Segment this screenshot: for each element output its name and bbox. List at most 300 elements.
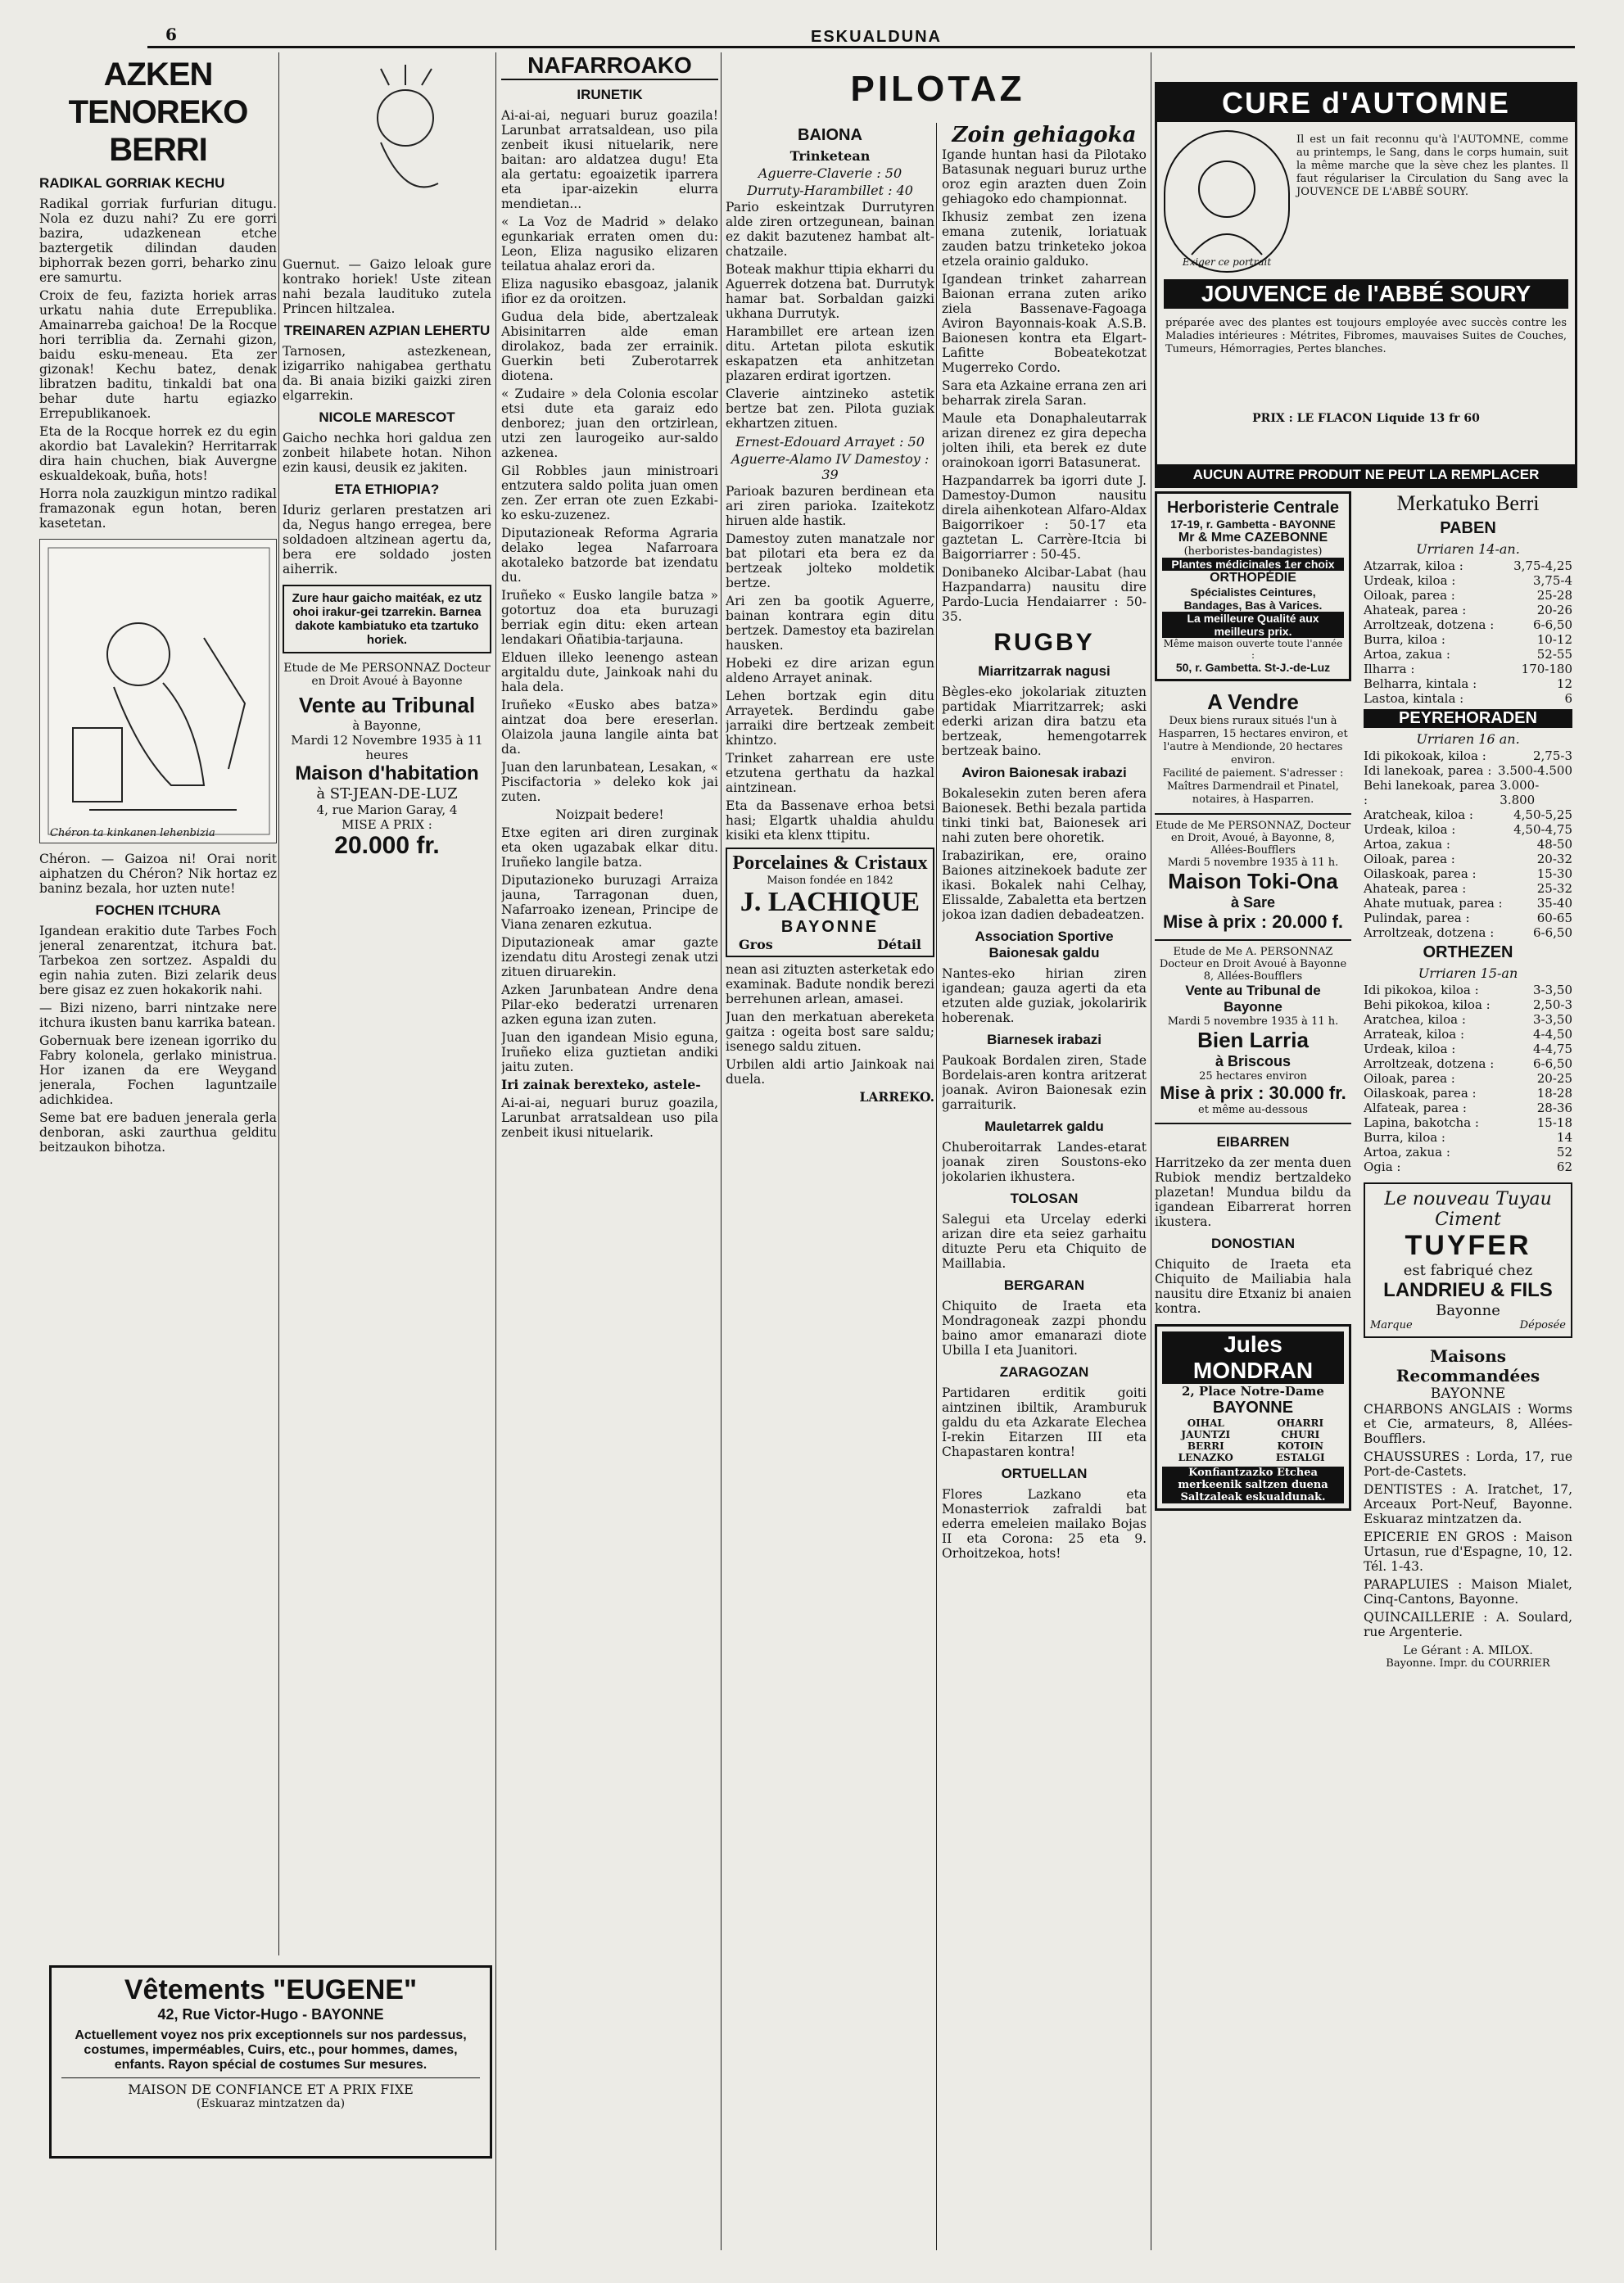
peyre-date: Urriaren 16 an.	[1416, 731, 1520, 747]
maisons-item: PARAPLUIES : Maison Mialet, Cinq-Cantons, Bayonne.	[1364, 1577, 1572, 1607]
price-value: 14	[1556, 1130, 1572, 1145]
price-label: Arrateak, kiloa :	[1364, 1027, 1465, 1042]
score-line: Durruty-Harambillet : 40	[747, 183, 913, 198]
herbo-address: 17-19, r. Gambetta - BAYONNE	[1170, 518, 1336, 531]
markets-title: Merkatuko Berri	[1396, 491, 1540, 515]
price-row	[1364, 1086, 1572, 1101]
column-rule	[278, 52, 279, 1955]
cartoon-caption: Chéron ta kinkanen lehenbizia	[50, 827, 215, 839]
price-row	[1364, 1145, 1572, 1160]
vente-date: Mardi 12 Novembre 1935 à 11 heures	[291, 733, 483, 762]
sare: à Sare	[1230, 894, 1276, 911]
price-row	[1364, 662, 1572, 676]
lachique-name: J. LACHIQUE	[740, 887, 921, 917]
price-value: 2,75-3	[1532, 748, 1572, 763]
article-paragraph: Harambillet ere artean izen ditu. Artetan pilota eskutik eskapatzen eta anhitzetan plazaren erdirat igortzen.	[726, 324, 934, 383]
price-label: Idi lanekoak, parea :	[1364, 763, 1492, 778]
column-nafarroako	[501, 52, 718, 2250]
price-value: 28-36	[1536, 1101, 1572, 1115]
price-row	[1364, 1160, 1572, 1174]
article-paragraph: Hazpandarrek ba igorri dute J. Damestoy-Dumon nausitu direla aihenkotean Alfaro-Aldax Baigorrikoer : 50-17 eta gaztetan L. Carrère-Itcia bi Baigorriarrer : 50-45.	[942, 473, 1147, 562]
article-paragraph: Hobeki ez dire arizan egun aldeno Arrayet aninak.	[726, 656, 934, 685]
vente-place: à Bayonne,	[352, 718, 422, 733]
column-treinaren	[283, 52, 491, 1955]
price-label: Behi lanekoak, parea :	[1364, 778, 1495, 807]
price-value: 4-4,50	[1532, 1027, 1572, 1042]
price-label: Urdeak, kiloa :	[1364, 822, 1456, 837]
paben-date: Urriaren 14-an.	[1416, 541, 1520, 557]
cure-title: CURE d'AUTOMNE	[1157, 84, 1575, 122]
price-label: Artoa, zakua :	[1364, 1145, 1450, 1160]
etude-personnaz: Etude de Me PERSONNAZ Docteur en Droit Avoué à Bayonne	[283, 662, 491, 688]
price-label: Arroltzeak, dotzena :	[1364, 925, 1495, 940]
price-row	[1364, 896, 1572, 911]
tuyau-3: est fabriqué chez	[1403, 1262, 1533, 1279]
column-rule	[495, 52, 496, 2250]
article-paragraph: Horra nola zauzkigun mintzo radikal framazonak egun hotan, beren kasetetan.	[39, 486, 277, 531]
article-paragraph: Eta da Bassenave erhoa betsi hasi; Elgartk uhaldia ahuldu kisiki eta klenx ttipitu.	[726, 798, 934, 843]
price-value: 3.500-4.500	[1498, 763, 1572, 778]
price-row	[1364, 881, 1572, 896]
price-row	[1364, 983, 1572, 997]
ortho-addr2: 50, r. Gambetta. St-J.-de-Luz	[1175, 661, 1331, 674]
price-row	[1364, 1115, 1572, 1130]
right-sub-column-left	[1155, 491, 1351, 1511]
article-paragraph: Chiquito de Iraeta eta Mondragoneak zazpi phondu baino amor emanarazi diote Ubilla I eta Juanitori.	[942, 1299, 1147, 1358]
article-title-nicole: NICOLE MARESCOT	[319, 409, 455, 425]
tuyau-4: LANDRIEU & FILS	[1383, 1279, 1553, 1301]
gros-label: Gros	[739, 937, 773, 952]
price-value: 3-3,50	[1532, 1012, 1572, 1027]
price-label: Artoa, zakua :	[1364, 647, 1450, 662]
hectares: 25 hectares environ	[1199, 1070, 1307, 1083]
vente-date-3: Mardi 5 novembre 1935 à 11 h.	[1167, 1015, 1339, 1028]
price-value: 52-55	[1536, 647, 1572, 662]
maisons-item: DENTISTES : A. Iratchet, 17, Arceaux Port-Neuf, Bayonne. Eskuaraz mintzatzen da.	[1364, 1482, 1572, 1526]
article-paragraph: Gaicho nechka hori galdua zen zonbeit hilabete hotan. Nihon ezin kausi, deusik ez jakiten.	[283, 431, 491, 475]
portrait-illustration	[283, 52, 491, 257]
price-label: Ogia :	[1364, 1160, 1401, 1174]
price-value: 15-30	[1536, 866, 1572, 881]
price-row	[1364, 588, 1572, 603]
article-paragraph: Chuberoitarrak Landes-etarat joanak ziren Soustons-eko jokolarien ikhustera.	[942, 1140, 1147, 1184]
ortuellan-heading: ORTUELLAN	[1001, 1466, 1088, 1481]
price-row	[1364, 866, 1572, 881]
article-title-fochen: FOCHEN ITCHURA	[95, 902, 221, 918]
aviron-heading: Aviron Baionesak irabazi	[961, 765, 1127, 780]
price-value: 15-18	[1536, 1115, 1572, 1130]
price-label: Urdeak, kiloa :	[1364, 1042, 1456, 1056]
eibarren-heading: EIBARREN	[1216, 1134, 1290, 1150]
price-value: 35-40	[1536, 896, 1572, 911]
price-value: 4-4,75	[1532, 1042, 1572, 1056]
column-azken-tenoreko	[39, 52, 277, 2250]
trinketean-heading: Trinketean	[789, 148, 871, 164]
maisons-item: QUINCAILLERIE : A. Soulard, rue Argenterie.	[1364, 1610, 1572, 1639]
exiger-label: Exiger ce portrait	[1182, 256, 1272, 268]
column-rule	[721, 52, 722, 2250]
price-label: Lapina, bakotcha :	[1364, 1115, 1479, 1130]
portrait-icon	[1167, 132, 1287, 268]
price-value: 6-6,50	[1532, 617, 1572, 632]
price-value: 52	[1556, 1145, 1572, 1160]
price-value: 4,50-4,75	[1513, 822, 1572, 837]
price-label: Behi pikokoa, kiloa :	[1364, 997, 1491, 1012]
price-value: 3,75-4	[1532, 573, 1572, 588]
price-value: 3-3,50	[1532, 983, 1572, 997]
article-paragraph: Chiquito de Iraeta eta Chiquito de Mailiabia hala nausitu dire Etxaniz bi anaien kontra.	[1155, 1257, 1351, 1316]
price-label: Ilharra :	[1364, 662, 1415, 676]
abbe-portrait	[1164, 130, 1290, 273]
article-paragraph: Juan den merkatuan abereketa gaitza : ogeita bost sare saldu; isenego saldu zituen.	[726, 1010, 934, 1054]
price-value: 10-12	[1536, 632, 1572, 647]
ad-tuyau-ciment	[1364, 1182, 1572, 1338]
price-row	[1364, 1012, 1572, 1027]
price-value: 6	[1564, 691, 1572, 706]
vente-title-3: Vente au Tribunal de Bayonne	[1185, 983, 1321, 1015]
miarritz-heading: Miarritzarrak nagusi	[978, 663, 1111, 679]
price-value: 60-65	[1536, 911, 1572, 925]
oihal: OIHAL JAUNTZI BERRI LENAZKO	[1178, 1417, 1233, 1463]
price-row	[1364, 911, 1572, 925]
toki-ona: Maison Toki-Ona	[1168, 869, 1338, 893]
article-title-radikal: RADIKAL GORRIAK KECHU	[39, 175, 225, 191]
column-pilotaz-baiona	[726, 123, 934, 2250]
price-label: Belharra, kintala :	[1364, 676, 1477, 691]
article-paragraph: Igandean erakitio dute Tarbes Foch jeneral zenarentzat, itchura bat. Tarbekoa zen sortzez. Aspaldi du egin nahia zuten. Bizi zelarik deus bere gisaz ez zuen hokakorik nahi.	[39, 924, 277, 997]
price-row	[1364, 691, 1572, 706]
article-paragraph: Ikhusiz zembat zen izena emana zutenik, loriatuak zauden batzu trinketeko jokoa etzela orainio galduko.	[942, 210, 1147, 269]
price-label: Pulindak, parea :	[1364, 911, 1470, 925]
ortho-maison: Même maison ouverte toute l'année :	[1163, 638, 1343, 661]
article-paragraph: Flores Lazkano eta Monasterriok zafraldi bat ederra emeleien mailako Bojas II eta Corona: 25 eta 9. Orhoitzekoa, hots!	[942, 1487, 1147, 1561]
article-paragraph: Guernut. — Gaizo leloak gure kontrako horiek! Uste zitean nahi bezala laudituko zutela Princen hiltzalea.	[283, 257, 491, 316]
vendre-title: A Vendre	[1207, 689, 1299, 714]
section-title-azken: AZKEN TENOREKO BERRI	[68, 57, 248, 168]
maison-fondee: Maison fondée en 1842	[767, 875, 893, 887]
au-dessous: et même au-dessous	[1198, 1104, 1308, 1116]
price-row	[1364, 822, 1572, 837]
article-paragraph: Harritzeko da zer menta duen Rubiok mendiz bertzaldeko plazetan! Mundua bildu da igandean Eibarrerat horren ikustera.	[1155, 1155, 1351, 1229]
ortho-spec: Spécialistes Ceintures, Bandages, Bas à Varices.	[1183, 585, 1323, 612]
price-row	[1364, 1027, 1572, 1042]
maison-habitation: Maison d'habitation	[295, 762, 479, 784]
baiona-heading: BAIONA	[798, 126, 862, 144]
article-paragraph: Gil Robbles jaun ministroari entzutera saldo polita juan omen zen. Zer erran ote zuen Ezkabi-ko esku-zuzenez.	[501, 463, 718, 522]
eibarren-article	[1155, 1123, 1351, 1316]
score-line: Aguerre-Alamo IV Damestoy : 39	[731, 451, 930, 482]
column-rule	[936, 123, 937, 2250]
article-paragraph: Tarnosen, astezkenean, izigarriko nahigabea gerthatu da. Bi anaia biziki gaizki ziren elgarrekin.	[283, 344, 491, 403]
ad-herboristerie	[1155, 491, 1351, 681]
aucun-autre: AUCUN AUTRE PRODUIT NE PEUT LA REMPLACER	[1157, 464, 1575, 486]
marque-label: Marque	[1370, 1319, 1413, 1331]
price-row	[1364, 676, 1572, 691]
price-row	[1364, 763, 1572, 778]
mise-a-prix-label: MISE A PRIX :	[342, 817, 432, 832]
article-paragraph: Elduen illeko leenengo astean argitaldu dute, Jainkoak nahi du hala dela.	[501, 650, 718, 694]
porcelaines-title: Porcelaines & Cristaux	[732, 852, 928, 874]
page-number: 6	[165, 25, 177, 44]
article-paragraph: Igandean trinket zaharrean Baionan errana zuten ariko ziela Bassenave-Fagoaga Aviron Bayonnais-koak A.S.B. Baionesen kontra eta Elgart-Lafitte Bobeatekotzat Mugerreko Cordo.	[942, 272, 1147, 375]
article-paragraph: Paukoak Bordalen ziren, Stade Bordelais-aren kontra aritzerat joanak. Aviron Baionesak ezin garraiturik.	[942, 1053, 1147, 1112]
asb-heading: Association Sportive Baionesak galdu	[975, 929, 1114, 961]
maisons-item: CHARBONS ANGLAIS : Worms et Cie, armateurs, 8, Allées-Boufflers.	[1364, 1402, 1572, 1446]
price-value: 62	[1556, 1160, 1572, 1174]
price-row	[1364, 632, 1572, 647]
article-paragraph: Seme bat ere baduen jenerala gerla denboran, aski zaurthua gelditu beitzaukon bihotza.	[39, 1110, 277, 1155]
konfiantza: Konfiantzazko Etchea merkeenik saltzen duena Saltzaleak eskualdunak.	[1162, 1467, 1344, 1503]
cure-text: Il est un fait reconnu qu'à l'AUTOMNE, comme au printemps, le Sang, dans le corps humain, suit la même marche que la sève chez les plantes. Il faut régulariser la Circulation du Sang avec la JOUVENCE DE L'ABBÉ SOURY.	[1296, 133, 1568, 198]
page-header	[33, 25, 1575, 46]
price-row	[1364, 1071, 1572, 1086]
article-paragraph: Croix de feu, fazizta horiek arras urkatu nahia dute Errepublika. Amainarreba gaichoa! De la Rocque hori terriblia da. Zernahi gizon, baidu esku-meneau. Eta zer gizonak! Kechu batez, denak libratzen baditu, tinkaldi bat ona behar dute hartu egiazko Errepublikanoek.	[39, 288, 277, 421]
price-label: Aratchea, kiloa :	[1364, 1012, 1466, 1027]
price-label: Oiloak, parea :	[1364, 588, 1455, 603]
eugene-address: 42, Rue Victor-Hugo - BAYONNE	[157, 2006, 384, 2023]
article-paragraph: « Zudaire » dela Colonia escolar etsi dute eta garaiz edo denborez; juan den ortzirlean, utzi zen laurogeiko aur-saldo azkenea.	[501, 387, 718, 460]
vente-date-2: Mardi 5 novembre 1935 à 11 h.	[1167, 857, 1339, 869]
article-paragraph: Iri zainak berexteko, astele-	[501, 1077, 701, 1092]
jouvence-text: préparée avec des plantes est toujours employée avec succès contre les Maladies intérieures : Métrites, Fibromes, mauvaises Suites de Couches, Tumeurs, Hémorragies, Pertes blanches.	[1165, 317, 1567, 355]
ortho-best: La meilleure Qualité aux meilleurs prix.	[1162, 612, 1344, 638]
article-paragraph: Maule eta Donaphaleutarrak arizan direnez ez gira depecha jolten ihili, eta berek ez dute orainokoan igorri Batasunerat.	[942, 411, 1147, 470]
right-sub-column-right	[1364, 491, 1572, 1670]
article-paragraph: Eta de la Rocque horrek ez du egin akordio bat Lavalekin? Herritarrak dira hain chuchen, biak Auvergne eskualdekoak, buña, hots!	[39, 424, 277, 483]
tolosan-heading: TOLOSAN	[1010, 1191, 1079, 1206]
tuyau-1: Le nouveau Tuyau Ciment	[1384, 1189, 1552, 1230]
price-value: 20-26	[1536, 603, 1572, 617]
section-title-pilotaz: PILOTAZ	[850, 69, 1025, 109]
rugby-heading: RUGBY	[993, 629, 1095, 656]
herbo-names: Mr & Mme CAZEBONNE	[1178, 531, 1328, 545]
herbo-plantes: Plantes médicinales 1er choix	[1162, 558, 1344, 571]
price-label: Lastoa, kintala :	[1364, 691, 1464, 706]
maule-heading: Mauletarrek galdu	[984, 1119, 1104, 1134]
price-label: Ahate mutuak, parea :	[1364, 896, 1503, 911]
price-value: 25-28	[1536, 588, 1572, 603]
article-paragraph: Iruñeko «Eusko abes batza» aintzat doa bere ereserlan. Olaizola jauna langile ainta bat da.	[501, 698, 718, 757]
article-paragraph: Noizpait bedere!	[555, 807, 664, 822]
eugene-text: Actuellement voyez nos prix exceptionnels sur nos pardessus, costumes, imperméables, Cuirs, etc., pour hommes, dames, enfants. Rayon spécial de costumes Sur mesures.	[75, 2028, 467, 2072]
gerant: Le Gérant : A. MILOX.	[1403, 1644, 1533, 1657]
score-line: Ernest-Edouard Arrayet : 50	[735, 434, 925, 450]
paben-price-list	[1364, 558, 1572, 706]
mondran-name: Jules MONDRAN	[1162, 1331, 1344, 1384]
bien-larria: Bien Larria	[1197, 1028, 1309, 1052]
price-row	[1364, 837, 1572, 852]
price-row	[1364, 807, 1572, 822]
mise-a-prix-3: Mise à prix : 30.000 fr.	[1160, 1083, 1346, 1103]
prix-flacon: PRIX : LE FLACON Liquide 13 fr 60	[1252, 412, 1480, 425]
article-paragraph: Igande huntan hasi da Pilotako Batasunak neguari buruz urthe oroz egin arazten duen Zoin gehiagoko edo championnat.	[942, 147, 1147, 206]
jouvence-title: JOUVENCE de l'ABBÉ SOURY	[1164, 279, 1568, 309]
bergaran-heading: BERGARAN	[1003, 1277, 1085, 1293]
etude-personnaz-3: Etude de Me A. PERSONNAZ Docteur en Droit Avoué à Bayonne 8, Allées-Boufflers	[1159, 946, 1347, 983]
article-paragraph: Damestoy zuten manatzale nor bat pilotari eta bera ez da bertzeak jolteko moldetik bertze.	[726, 531, 934, 590]
ad-vetements-eugene	[49, 1965, 492, 2159]
price-value: 3,75-4,25	[1513, 558, 1572, 573]
article-paragraph: Ari zen ba gootik Aguerre, bainan kontrara egin ditu bertzek. Damestoy eta bazirelan hausken.	[726, 594, 934, 653]
eugene-title: Vêtements "EUGENE"	[124, 1974, 418, 2005]
zoin-gehiagoka-title: Zoin gehiagoka	[952, 123, 1137, 147]
article-title-ethiopia: ETA ETHIOPIA?	[334, 481, 440, 497]
article-paragraph: Etxe egiten ari diren zurginak eta oken ugazabak elkar ditu. Iruñeko langile batza.	[501, 825, 718, 870]
biarnes-heading: Biarnesek irabazi	[987, 1032, 1102, 1047]
article-paragraph: Juan den igandean Misio eguna, Iruñeko eliza guztietan andiki jaitu zuten.	[501, 1030, 718, 1074]
article-paragraph: « La Voz de Madrid » delako egunkariak erraten omen du: Leon, Eliza nagusiko elizaren teilatua ahalaz erori da.	[501, 215, 718, 274]
cartoon-illustration	[39, 539, 277, 843]
price-row	[1364, 1101, 1572, 1115]
orthezen-heading: ORTHEZEN	[1423, 943, 1513, 961]
vendre-text: Deux biens ruraux situés l'un à Hasparren, 15 hectares environ, et l'autre à Mendionde, 20 hectares environ.	[1158, 715, 1348, 766]
mondran-address: 2, Place Notre-Dame	[1182, 1384, 1324, 1399]
tuyau-2: TUYFER	[1405, 1230, 1531, 1261]
herbo-title: Herboristerie Centrale	[1166, 499, 1340, 517]
article-paragraph: Iruñeko « Eusko langile batza » gotortuz doa eta buruzagi berriak egin ditu: eken artean lendakari Oñatibia-tarjauna.	[501, 588, 718, 647]
lachique-city: BAYONNE	[780, 918, 880, 936]
masthead: ESKUALDUNA	[811, 28, 942, 46]
article-paragraph: Eliza nagusiko ebasgoaz, jalanik ifior ez da oroitzen.	[501, 277, 718, 306]
article-paragraph: Claverie aintzineko astetik bertze bat zen. Pilota guziak ekhartzen zituen.	[726, 387, 934, 431]
ad-mondran	[1155, 1324, 1351, 1511]
article-paragraph: Bègles-eko jokolariak zituzten partidak Miarritzarrek; aski ederki arizan dira batzu eta bertzeak, hemengotarrek bertzeak baino.	[942, 685, 1147, 758]
price-row	[1364, 617, 1572, 632]
article-paragraph: Boteak makhur ttipia ekharri du Aguerrek dotzena bat. Durrutyk hamar bat. Sorbaldan gaizki ukhana Durrutyk.	[726, 262, 934, 321]
article-paragraph: Radikal gorriak furfurian ditugu. Nola ez duzu nahi? Zu ere gorri bazira, udazkenean etche baztergetik dilindan dauden biphorrak bezen gorri, beharko zinu ere samurtu.	[39, 197, 277, 285]
ad-vente-briscous	[1155, 939, 1351, 1116]
maisons-item: EPICERIE EN GROS : Maison Urtasun, rue d'Espagne, 10, 12. Tél. 1-43.	[1364, 1530, 1572, 1574]
article-paragraph: Gudua dela bide, abertzaleak Abisinitarren alde eman dirolakoz, bada zer errainik. Guerkin beti Zuberotarrek diotena.	[501, 310, 718, 383]
article-paragraph: Juan den larunbatean, Lesakan, « Piscifactoria » deleko kok jai zuten.	[501, 760, 718, 804]
cartoon-drawing	[40, 540, 277, 843]
price-value: 3.000-3.800	[1500, 778, 1540, 807]
price-value: 6-6,50	[1532, 1056, 1572, 1071]
article-paragraph: Parioak bazuren berdinean eta ari ziren parioka. Izaitekotz hiruen alde hastik.	[726, 484, 934, 528]
price-value: 2,50-3	[1532, 997, 1572, 1012]
article-paragraph: Iduriz gerlaren prestatzen ari da, Negus hango erregea, bere soldadoen altzinean agertu da, bera ere soldado josten aiherrik.	[283, 503, 491, 576]
price-row	[1364, 852, 1572, 866]
price-row	[1364, 1056, 1572, 1071]
peyrehoraden-heading: PEYREHORADEN	[1364, 709, 1572, 728]
price-value: 170-180	[1521, 662, 1572, 676]
paben-heading: PABEN	[1440, 519, 1496, 537]
article-paragraph: Lehen bortzak egin ditu Arrayetek. Berdindu gabe jarraiki dire bertzeak zembeit khintzo.	[726, 689, 934, 748]
notice-zure-haur: Zure haur gaicho maitéak, ez utz ohoi irakur-gei tzarrekin. Barnea dakote kambiatuko eta tzartuko horiek.	[283, 585, 491, 653]
price-row	[1364, 778, 1572, 807]
price-value: 48-50	[1536, 837, 1572, 852]
article-paragraph: Azken Jarunbatean Andre dena Pilar-eko bederatzi urrenaren azken eguna izan zuten.	[501, 983, 718, 1027]
vente-city: à ST-JEAN-DE-LUZ	[316, 785, 458, 802]
price-value: 20-25	[1536, 1071, 1572, 1086]
vente-address: 4, rue Marion Garay, 4	[316, 802, 458, 817]
article-title-treinaren: TREINAREN AZPIAN LEHERTU	[283, 323, 491, 338]
mise-a-prix-2: Mise à prix : 20.000 f.	[1162, 911, 1344, 932]
price-row	[1364, 603, 1572, 617]
price-value: 25-32	[1536, 881, 1572, 896]
article-paragraph: Ai-ai-ai, neguari buruz goazila! Larunbat arratsaldean, uso pila zenbeit ikusi nituelarik, nere baitan: aro aldatzea dugu! Eta ala gertatu: egoaizetik iparrera eta ipar-aizekin elurra mendietan...	[501, 108, 718, 211]
chuti: OHARRI CHURI KOTOIN ESTALGI	[1275, 1417, 1325, 1463]
herbo-sub: (herboristes-bandagistes)	[1183, 545, 1323, 558]
price-label: Oilaskoak, parea :	[1364, 866, 1477, 881]
orthez-date: Urriaren 15-an	[1418, 965, 1518, 981]
article-paragraph: — Bizi nizeno, barri nintzake nere itchura ikusten banu karrika batean.	[39, 1001, 277, 1030]
article-paragraph: Donibaneko Alcibar-Labat (hau Hazpandarra) nausitu dire Pardo-Lucia Hendaiarrer : 50-35.	[942, 565, 1147, 624]
price-label: Burra, kiloa :	[1364, 1130, 1445, 1145]
article-paragraph: Irabazirikan, ere, oraino Baiones aitzinekoek badute zer ikasi. Bokalek nahi Celhay, Elissalde, Zabaletta eta bertzen jokoa izan dadien debadeatzen.	[942, 848, 1147, 922]
article-paragraph: Trinket zaharrean ere uste etzutena gerthatu da hazkal aintzinean.	[726, 751, 934, 795]
price-label: Alfateak, parea :	[1364, 1101, 1467, 1115]
ad-cure-automne	[1155, 82, 1577, 488]
maisons-title: Maisons Recommandées	[1396, 1346, 1540, 1386]
vente-tribunal-title: Vente au Tribunal	[298, 693, 476, 717]
article-paragraph: nean asi zituzten asterketak edo examinak. Badute nondik berezi berrehunen arlean, amasei.	[726, 962, 934, 1006]
article-paragraph: Gobernuak bere izenean igorriko du Fabry kolonela, gerlako ministrua. Hor izanen da ere Weygand jenerala, Fochen laguntzaile adichkidea.	[39, 1033, 277, 1107]
article-paragraph: Diputazioneko buruzagi Arraiza jauna, Tarragonan duen, Nafarroako izenean, Principe de Viana zenaren ezkutua.	[501, 873, 718, 932]
ad-lachique	[726, 848, 934, 957]
article-paragraph: Nantes-eko hirian ziren igandean; gauza agerti da eta etzuten alde guziak, jokolaririk hoberenak.	[942, 966, 1147, 1025]
article-paragraph: Bokalesekin zuten beren afera Baionesek. Bethi bezala partida tinki tinki bat, Baionesek ari nahi zuten bere ohoretik.	[942, 786, 1147, 845]
article-paragraph: Urbilen aldi artio Jainkoak nai duela.	[726, 1057, 934, 1087]
price-label: Oiloak, parea :	[1364, 1071, 1455, 1086]
price-value: 18-28	[1536, 1086, 1572, 1101]
article-paragraph: Partidaren erditik goiti aintzinen ibiltik, Aramburuk galdu du eta Azkarate Elechea I-rekin Eitarzen III eta Chapastaren kontra!	[942, 1386, 1147, 1459]
price-label: Aratcheak, kiloa :	[1364, 807, 1473, 822]
article-paragraph: Ai-ai-ai, neguari buruz goazila, Larunbat arratsaldean uso pila zenbeit ikusi nituelarik.	[501, 1096, 718, 1140]
price-label: Artoa, zakua :	[1364, 837, 1450, 852]
score-line: Aguerre-Claverie : 50	[758, 165, 902, 181]
maisons-recommandees	[1364, 1346, 1572, 1670]
maisons-city: BAYONNE	[1430, 1386, 1506, 1402]
vendre-facilite: Facilité de paiement. S'adresser : Maîtres Darmendrail et Pinatel, notaires, à Hasparren.	[1162, 767, 1344, 806]
article-paragraph: Sara eta Azkaine errana zen ari beharrak zirela Saran.	[942, 378, 1147, 408]
column-zoin-gehiagoka	[942, 123, 1147, 2250]
section-title-nafarroako: NAFARROAKO	[501, 52, 718, 80]
mise-a-prix-value: 20.000 fr.	[334, 832, 440, 859]
price-label: Oilaskoak, parea :	[1364, 1086, 1477, 1101]
price-label: Atzarrak, kiloa :	[1364, 558, 1463, 573]
price-label: Ahateak, parea :	[1364, 603, 1467, 617]
donostian-heading: DONOSTIAN	[1211, 1236, 1295, 1251]
article-paragraph: Diputazioneak Reforma Agraria delako legea Nafarroara akotaleko batzorde bat izendatu du.	[501, 526, 718, 585]
zaragozan-heading: ZARAGOZAN	[999, 1364, 1089, 1380]
mondran-city: BAYONNE	[1212, 1399, 1294, 1417]
price-value: 4,50-5,25	[1513, 807, 1572, 822]
ad-a-vendre	[1155, 689, 1351, 807]
price-label: Idi pikokoak, kiloa :	[1364, 748, 1486, 763]
price-row	[1364, 748, 1572, 763]
imprimerie: Bayonne. Impr. du COURRIER	[1386, 1657, 1550, 1670]
briscous: à Briscous	[1215, 1053, 1292, 1069]
eugene-lang: (Eskuaraz mintzatzen da)	[196, 2097, 346, 2110]
tuyau-5: Bayonne	[1436, 1302, 1500, 1319]
section-subtitle-irunetik: IRUNETIK	[577, 87, 643, 102]
price-row	[1364, 1042, 1572, 1056]
price-value: 12	[1556, 676, 1572, 691]
portrait-drawing	[283, 52, 491, 257]
eugene-confiance: MAISON DE CONFIANCE ET A PRIX FIXE	[61, 2077, 480, 2097]
orthopedie: ORTHOPÉDIE	[1210, 571, 1296, 585]
price-label: Burra, kiloa :	[1364, 632, 1445, 647]
signature-larreko: LARREKO.	[859, 1089, 934, 1105]
price-label: Arroltzeak, dotzena :	[1364, 617, 1495, 632]
price-row	[1364, 647, 1572, 662]
price-label: Urdeak, kiloa :	[1364, 573, 1456, 588]
price-row	[1364, 1130, 1572, 1145]
price-row	[1364, 558, 1572, 573]
price-row	[1364, 573, 1572, 588]
article-paragraph: Diputazioneak amar gazte izendatu ditu Arostegi zenak utzi zituen diruarekin.	[501, 935, 718, 979]
